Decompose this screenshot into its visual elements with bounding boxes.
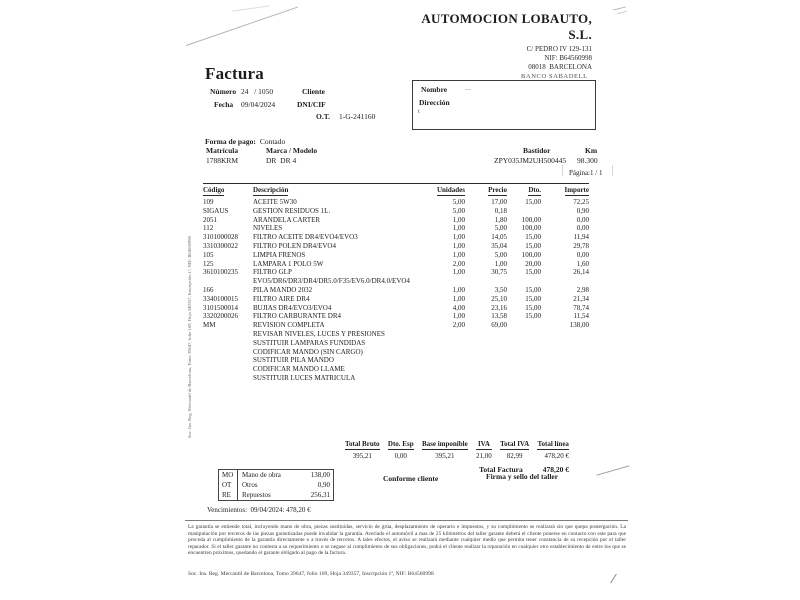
item-units: 1,00 <box>452 250 465 259</box>
vencimientos-line: Vencimientos: 09/04/2024: 478,20 € <box>207 506 311 514</box>
item-code: 2051 <box>203 215 217 224</box>
scan-artifact-mark-topright-2 <box>617 11 627 14</box>
header-importe: Importe <box>564 186 589 194</box>
scan-artifact-squiggle-top <box>232 5 270 11</box>
item-amount: 1,60 <box>576 259 589 268</box>
item-description <box>253 304 421 313</box>
item-code: 3320200026 <box>203 312 238 321</box>
matricula-label: Matrícula <box>206 146 239 155</box>
table-row <box>203 207 589 216</box>
item-description-line: ACEITE 5W30 <box>253 198 297 206</box>
item-description <box>253 286 421 295</box>
cost-breakdown-box <box>218 469 334 501</box>
table-row <box>203 198 589 207</box>
totals-column-label: Total Bruto <box>345 440 380 448</box>
item-code: 112 <box>203 224 214 233</box>
item-discount: 100,00 <box>521 215 541 224</box>
item-description-line: LIMPIA FRENOS <box>253 250 306 259</box>
item-code: 109 <box>203 198 214 206</box>
item-units: 5,00 <box>452 198 465 206</box>
item-units: 2,00 <box>452 321 465 330</box>
item-amount: 78,74 <box>573 303 589 312</box>
ot-label: O.T. <box>316 112 331 121</box>
scan-artifact-slash-bottomright <box>610 574 617 584</box>
item-discount: 15,00 <box>525 241 541 250</box>
item-code: 166 <box>203 285 214 294</box>
km-value: 98.300 <box>577 156 598 165</box>
item-units: 1,00 <box>452 241 465 250</box>
table-row <box>203 295 589 304</box>
totals-columns <box>345 440 569 460</box>
fecha-value: 09/04/2024 <box>241 100 276 109</box>
item-discount: 15,00 <box>525 303 541 312</box>
table-row <box>203 233 589 242</box>
item-description-line: SUSTITUIR LAMPARAS FUNDIDAS <box>253 338 366 347</box>
item-description-line: LAMPARA 1 POLO 5W <box>253 259 324 268</box>
item-discount: 15,00 <box>525 233 541 242</box>
warranty-legal-text: La garantía se entiende total, incluyendo mano de obra, piezas sustituidas, servicio de grúa, desplazamiento de operario e impuestos, y su cumplimiento se realizará sin que quepa postergación. La manipulación por terceros de las piezas garantizadas puede invalidar la garantía. Averiado el automóvil a mas de 25 kilómetros del taller garante deberá el cliente ponerse en contacto con este para que proceda al cumplimiento de la garantía directamente o a través de terceros. A tales efectos, el aviso se realizará mediante cualquier medio que permita tener constancia de su recepción por el taller reparador. Si el taller garante no contesta a su requerimiento o se negase al cumplimiento de sus obligaciones, podrá el cliente realizar la reparación en cualquier otro establecimiento de entre los que se encuentren próximos, quedando el garante obligado al pago de la factura. <box>188 524 626 556</box>
nombre-label: Nombre <box>421 85 448 94</box>
item-description <box>253 224 421 233</box>
table-row <box>203 304 589 313</box>
table-row <box>203 260 589 269</box>
header-dto: Dto. <box>528 186 541 194</box>
direccion-label: Dirección <box>419 98 450 107</box>
firma-sello-label: Firma y sello del taller <box>486 472 559 481</box>
item-price: 0,18 <box>494 206 507 215</box>
item-description <box>253 207 421 216</box>
item-description-line: CODIFICAR MANDO LLAME <box>253 365 345 374</box>
scan-artifact-tick-left <box>562 165 563 176</box>
item-description <box>253 198 421 207</box>
scan-artifact-diagonal-right <box>597 465 630 475</box>
item-price: 23,16 <box>491 303 507 312</box>
item-amount: 2,98 <box>576 285 589 294</box>
company-address: C/ PEDRO IV 129-131 <box>526 45 592 53</box>
items-table <box>203 183 589 383</box>
table-row <box>203 312 589 321</box>
item-description-line: EVO5/DR6/DR3/DR4/DR5.0/F35/EV6.0/DR4.0/EVO4 <box>253 277 410 286</box>
marca-modelo-label: Marca / Modelo <box>266 146 318 155</box>
totals-column-value: 395,21 <box>352 452 372 460</box>
item-discount: 15,00 <box>525 294 541 303</box>
totals-column-label: IVA <box>477 440 490 448</box>
company-header <box>400 11 592 72</box>
page-indicator: Página:1 / 1 <box>569 169 603 177</box>
header-precio: Precio <box>488 186 507 194</box>
km-label: Km <box>585 146 598 155</box>
company-nif: NIF: B64560998 <box>544 54 592 62</box>
item-discount: 100,00 <box>521 224 541 233</box>
company-name: AUTOMOCION LOBAUTO, S.L. <box>421 11 592 42</box>
item-description-line: REVISAR NIVELES, LUCES Y PRESIONES <box>253 329 385 338</box>
item-units: 2,00 <box>452 259 465 268</box>
table-row <box>203 251 589 260</box>
table-row <box>203 268 589 286</box>
matricula-value: 1788KRM <box>206 156 239 165</box>
marca-modelo-value: DR DR 4 <box>266 156 297 165</box>
item-description-line: SUSTITUIR LUCES MATRICULA <box>253 373 356 382</box>
scan-artifact-tick-right <box>612 165 613 176</box>
document-title: Factura <box>205 64 264 83</box>
item-discount: 100,00 <box>521 250 541 259</box>
nombre-handwritten-mark: — <box>465 87 471 93</box>
item-code: 105 <box>203 250 214 259</box>
bastidor-value: ZPY035JM2UH500445 <box>494 156 567 165</box>
dnicif-label: DNI/CIF <box>297 100 326 109</box>
item-description-line: BUJIAS DR4/EVO3/EVO4 <box>253 303 332 312</box>
breakdown-row <box>219 480 333 490</box>
item-description <box>253 260 421 269</box>
item-price: 5,00 <box>494 224 507 233</box>
totals-column-value: 21,00 <box>476 452 492 460</box>
totals-column-value: 82,99 <box>506 452 523 460</box>
numero-label: Número <box>210 87 237 96</box>
breakdown-label: Otros <box>242 481 258 489</box>
breakdown-value: 0,90 <box>317 481 330 489</box>
item-units: 1,00 <box>452 233 465 242</box>
item-amount: 138,00 <box>569 321 589 330</box>
item-amount: 0,00 <box>576 224 589 233</box>
breakdown-value: 138,00 <box>310 471 330 479</box>
bank-label: BANCO SABADELL <box>521 73 588 80</box>
item-discount: 15,00 <box>525 285 541 294</box>
item-description-line: CODIFICAR MANDO (SIN CARGO) <box>253 347 363 356</box>
item-price: 1,00 <box>494 259 507 268</box>
ot-value: 1-G-241160 <box>339 112 376 121</box>
table-row <box>203 242 589 251</box>
header-codigo: Código <box>203 186 225 194</box>
item-units: 1,00 <box>452 215 465 224</box>
forma-pago-label: Forma de pago: <box>205 137 256 146</box>
item-description-line: FILTRO AIRE DR4 <box>253 294 310 303</box>
company-city: 08018 BARCELONA <box>528 63 592 71</box>
item-code: 3340100015 <box>203 294 238 303</box>
totals-column <box>388 440 414 460</box>
item-code: 3310300022 <box>203 241 238 250</box>
side-rotated-registry-text: Soc. Ins. Reg. Mercantil de Barcelona, Tomo 39647, folio 169, Hoja 349357, Inscripción 1ª, NIF: B64560998 <box>187 236 192 438</box>
item-description-line: REVISION COMPLETA <box>253 321 325 330</box>
item-description <box>253 321 421 383</box>
breakdown-code: OT <box>222 480 238 490</box>
breakdown-row <box>219 470 333 480</box>
item-description-line: NIVELES <box>253 224 283 233</box>
breakdown-value: 256,31 <box>310 491 330 499</box>
totals-column-label: Dto. Esp <box>387 440 414 448</box>
item-description-line: FILTRO ACEITE DR4/EVO4/EVO3 <box>253 233 358 242</box>
footer-separator <box>185 520 628 521</box>
item-description-line: FILTRO POLEN DR4/EVO4 <box>253 241 336 250</box>
totals-column-label: Base imponible <box>421 440 468 448</box>
totals-section <box>345 440 569 474</box>
item-units: 1,00 <box>452 224 465 233</box>
customer-box-mark: t <box>418 109 420 115</box>
item-description-line: SUSTITUIR PILA MANDO <box>253 356 334 365</box>
item-description-line: FILTRO CARBURANTE DR4 <box>253 312 342 321</box>
item-amount: 0,00 <box>576 250 589 259</box>
item-description <box>253 242 421 251</box>
item-amount: 11,54 <box>573 312 589 321</box>
item-units: 1,00 <box>452 268 465 277</box>
item-price: 5,00 <box>494 250 507 259</box>
item-amount: 11,94 <box>573 233 589 242</box>
item-description <box>253 233 421 242</box>
header-descripcion: Descripción <box>253 186 289 194</box>
header-unidades: Unidades <box>436 186 465 194</box>
item-discount: 15,00 <box>525 268 541 277</box>
items-table-header <box>203 183 589 194</box>
item-units: 1,00 <box>452 294 465 303</box>
item-description <box>253 216 421 225</box>
numero-value: 24 / 1050 <box>241 87 274 96</box>
item-description <box>253 251 421 260</box>
breakdown-code: MO <box>222 470 238 480</box>
total-factura-value: 478,20 € <box>542 465 569 474</box>
item-price: 17,00 <box>491 198 507 206</box>
totals-column <box>476 440 492 460</box>
table-row <box>203 216 589 225</box>
item-description-line: GESTION RESIDUOS 1L. <box>253 206 331 215</box>
item-amount: 29,78 <box>573 241 589 250</box>
item-price: 3,50 <box>494 285 507 294</box>
items-rows <box>203 198 589 383</box>
breakdown-label: Mano de obra <box>242 471 281 479</box>
item-description-line: PILA MANDO 2032 <box>253 285 313 294</box>
bastidor-label: Bastidor <box>523 146 551 155</box>
item-price: 30,75 <box>491 268 507 277</box>
item-amount: 72,25 <box>573 198 589 206</box>
item-description <box>253 295 421 304</box>
conforme-cliente-label: Conforme cliente <box>383 474 439 483</box>
cliente-label: Cliente <box>302 87 325 96</box>
item-description-line: FILTRO GLP <box>253 268 292 277</box>
item-code: 3610100235 <box>203 268 238 277</box>
registry-line: Soc. Ins. Reg. Mercantil de Barcelona, Tomo 39647, folio 169, Hoja 349357, Inscripción 1ª, NIF: B64560998 <box>188 571 434 577</box>
item-code: SIGAUS <box>203 206 229 215</box>
breakdown-code: RE <box>222 490 238 500</box>
totals-column <box>422 440 468 460</box>
item-discount: 20,00 <box>525 259 541 268</box>
table-row <box>203 321 589 383</box>
item-amount: 0,90 <box>576 206 589 215</box>
item-units: 5,00 <box>452 206 465 215</box>
item-units: 4,00 <box>452 303 465 312</box>
totals-column <box>345 440 380 460</box>
item-units: 1,00 <box>452 312 465 321</box>
item-amount: 26,14 <box>573 268 589 277</box>
item-amount: 0,00 <box>576 215 589 224</box>
totals-column <box>500 440 529 460</box>
fecha-label: Fecha <box>214 100 234 109</box>
item-price: 14,05 <box>491 233 507 242</box>
item-code: 3101000028 <box>203 233 238 242</box>
item-code: MM <box>203 321 216 330</box>
scan-artifact-mark-topright-1 <box>613 6 626 10</box>
item-code: 125 <box>203 259 214 268</box>
item-price: 13,58 <box>491 312 507 321</box>
breakdown-label: Repuestos <box>242 491 271 499</box>
totals-column-value: 0,00 <box>394 452 407 460</box>
item-price: 35,04 <box>491 241 507 250</box>
table-row <box>203 286 589 295</box>
item-description-line: ARANDELA CARTER <box>253 215 321 224</box>
forma-pago-value: Contado <box>259 137 286 146</box>
total-factura-label: Total Factura <box>479 465 523 474</box>
item-price: 69,00 <box>491 321 507 330</box>
totals-column-value: 478,20 € <box>544 452 569 460</box>
totals-column <box>537 440 568 460</box>
item-discount: 15,00 <box>525 198 541 206</box>
item-price: 25,10 <box>491 294 507 303</box>
totals-column-value: 395,21 <box>435 452 455 460</box>
scan-artifact-diagonal-topleft <box>186 7 298 46</box>
item-discount: 15,00 <box>525 312 541 321</box>
item-amount: 21,34 <box>573 294 589 303</box>
customer-box <box>412 80 596 130</box>
item-price: 1,80 <box>494 215 507 224</box>
totals-column-label: Total IVA <box>500 440 530 448</box>
item-description <box>253 268 421 286</box>
item-units: 1,00 <box>452 285 465 294</box>
item-description <box>253 312 421 321</box>
totals-column-label: Total línea <box>537 440 569 448</box>
item-code: 3101500014 <box>203 303 238 312</box>
table-row <box>203 224 589 233</box>
breakdown-row <box>219 490 333 500</box>
